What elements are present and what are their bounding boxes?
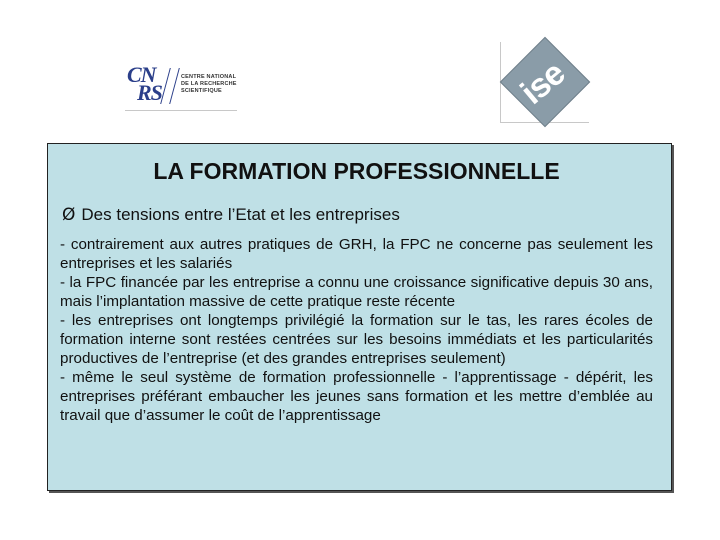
arrow-bullet-icon: Ø bbox=[62, 205, 76, 225]
page-title: LA FORMATION PROFESSIONNELLE bbox=[153, 158, 560, 184]
content-box bbox=[47, 143, 672, 491]
cnrs-name-line-2: DE LA RECHERCHE bbox=[181, 81, 237, 87]
cnrs-name-line-1: CENTRE NATIONAL bbox=[181, 74, 237, 80]
bullet-heading-text: Des tensions entre l’Etat et les entreprises bbox=[81, 205, 400, 224]
cnrs-name-line-3: SCIENTIFIQUE bbox=[181, 88, 222, 94]
cnrs-logo bbox=[125, 58, 237, 111]
bullet-heading bbox=[60, 205, 653, 225]
paragraph-1: - contrairement aux autres pratiques de GRH, la FPC ne concerne pas seulement les entreprises et les salariés bbox=[60, 236, 653, 272]
cnrs-mark-bottom: RS bbox=[137, 80, 162, 105]
ise-logo bbox=[500, 42, 589, 123]
cnrs-full-name bbox=[181, 74, 241, 95]
paragraph-3: - les entreprises ont longtemps privilégié la formation sur le tas, les rares écoles de formation interne sont restées centrées sur les besoins immédiats et les particularités productives de l’entreprise (et des grandes entreprises seulement) bbox=[60, 312, 653, 367]
paragraph-4: - même le seul système de formation professionnelle - l’apprentissage - dépérit, les entreprises préférant embaucher les jeunes sans formation et les mettre d’emblée au travail que d’assumer le coût de l’apprentissage bbox=[60, 369, 653, 424]
paragraph-2: - la FPC financée par les entreprise a connu une croissance significative depuis 30 ans, mais l’implantation massive de cette pratique reste récente bbox=[60, 274, 653, 310]
cnrs-mark-top: CN bbox=[127, 62, 156, 87]
cnrs-lines-decoration bbox=[160, 68, 180, 104]
ise-text: ise bbox=[513, 54, 572, 112]
